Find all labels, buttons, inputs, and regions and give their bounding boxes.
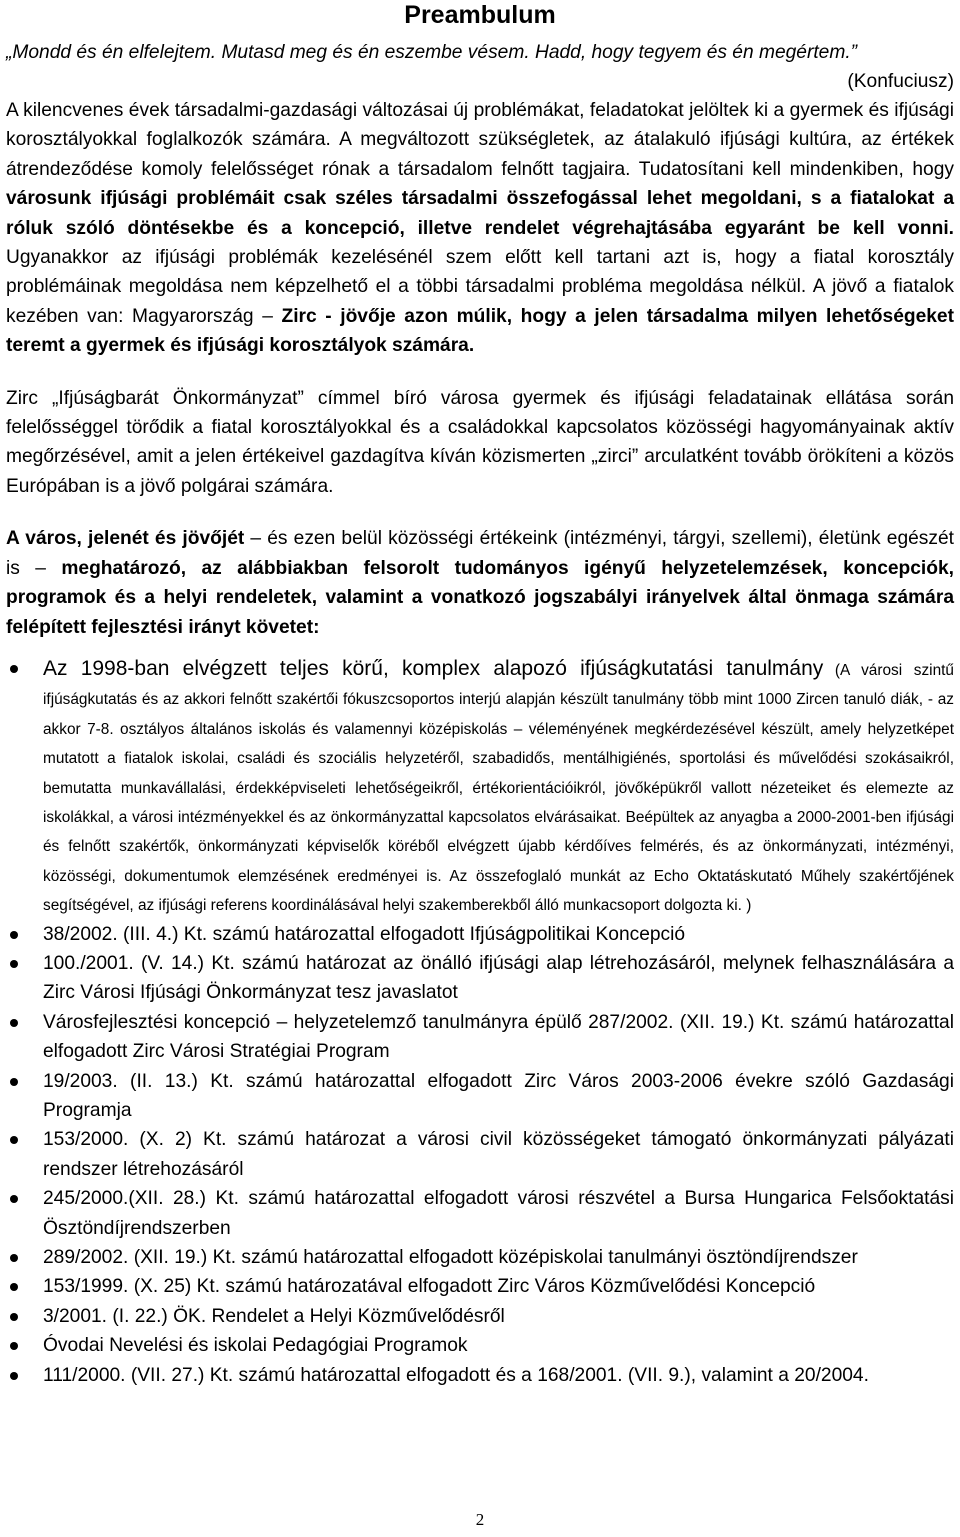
document-page xyxy=(6,0,954,1390)
bullet-icon xyxy=(10,960,18,968)
intro-bold-1: városunk ifjúsági problémáit csak széles társadalmi összefogással lehet megoldani, s a fiatalokat a róluk szóló döntésekbe és a koncepció, illetve rendelet végrehajtásába egyaránt be kell vonni. xyxy=(6,188,954,239)
bullet-icon xyxy=(10,931,18,939)
list-item-text: 289/2002. (XII. 19.) Kt. számú határozattal elfogadott középiskolai tanulmányi ösztöndíjrendszer xyxy=(43,1247,858,1269)
intro-text-2: Ugyanakkor az ifjúsági problémák kezelésénél szem előtt kell tartani azt is, hogy a fiatal korosztály problémáinak megoldása nem képzelhető el a többi társadalmi probléma megoldása nélkül. A jövő a fiatalok kezében van: Magyarország – xyxy=(6,247,954,327)
list-item xyxy=(6,1331,954,1360)
list-item-text: 100./2001. (V. 14.) Kt. számú határozat az önálló ifjúsági alap létrehozásáról, melynek felhasználására a Zirc Városi Ifjúsági Önkormányzat tesz javaslatot xyxy=(43,952,954,1004)
list-item xyxy=(6,1184,954,1243)
framework-text-1: – és ezen belül közösségi értékeink (intézményi, tárgyi, szellemi), életünk egészét is – xyxy=(6,528,954,579)
bullet-icon xyxy=(10,1372,18,1380)
list-item xyxy=(6,1302,954,1331)
list-item-note: (A városi szintű ifjúságkutatás és az akkori felnőtt szakértői fókuszcsoportos interjú alapján készült tanulmány több mint 1000 Zircen tanuló diák, - az akkor 7-8. osztályos általános iskolás és valamennyi középiskolás – véleményének megkérdezésével készült, amely helyzetképet mutatott a fiatalok iskolai, családi és szociális helyzetéről, szabadidős, mentálhigiénés, sportolási és művelődési szokásaikról, bemutatta munkavállalási, érdekképviseleti lehetőségeikről, értékorientációikról, jövőképükről vallott nézeteiket és elemezte az iskolákkal, a városi intézményekkel és az önkormányzattal kapcsolatos elvárásaikat. Beépültek az anyagba a 2000-2001-ben ifjúsági és felnőtt szakértők, önkormányzati képviselők köréből elvégzett újabb kérdőíves felmérés, és az önkormányzati, intézményi, közösségi, dokumentumok elemzésének eredményei is. Az összefoglaló munkát az Echo Oktatáskutató Műhely szakértőjének segítségével, az ifjúsági referens koordinálásával helyi szakemberekből álló munkacsoport dolgozta ki. ) xyxy=(43,661,954,915)
intro-text-1: A kilencvenes évek társadalmi-gazdasági változásai új problémákat, feladatokat jelöltek ki a gyermek és ifjúsági korosztályokkal foglalkozók számára. A megváltozott szükségletek, az átalakuló ifjúsági kultúra, az értékek átrendeződése komoly felelősséget rónak a társadalom felnőtt tagjaira. Tudatosítani kell mindenkiben, hogy xyxy=(6,100,954,180)
bullet-icon xyxy=(10,1254,18,1262)
framework-paragraph xyxy=(6,524,954,642)
list-item xyxy=(6,1243,954,1272)
bullet-icon xyxy=(10,1313,18,1321)
page-title: Preambulum xyxy=(404,1,556,29)
list-item xyxy=(6,920,954,949)
list-item xyxy=(6,654,954,920)
bullet-icon xyxy=(10,1195,18,1203)
list-item-text: 38/2002. (III. 4.) Kt. számú határozattal elfogadott Ifjúságpolitikai Koncepció xyxy=(43,923,686,945)
framework-bold-2: meghatározó, az alábbiakban felsorolt tudományos igényű helyzetelemzések, koncepciók, programok és a helyi rendeletek, valamint a vonatkozó jogszabályi irányelvek által önmaga számára felépített fejlesztési irányt követet: xyxy=(6,557,954,638)
page-number: 2 xyxy=(475,1510,485,1529)
motto-attribution: (Konfuciusz) xyxy=(847,71,954,92)
list-item-lead: Az 1998-ban elvégzett teljes körű, komplex alapozó ifjúságkutatási tanulmány xyxy=(43,656,824,680)
list-item-text: 111/2000. (VII. 27.) Kt. számú határozattal elfogadott és a 168/2001. (VII. 9.), valamint a 20/2004. xyxy=(43,1364,869,1386)
list-item-text: Városfejlesztési koncepció – helyzetelemző tanulmányra épülő 287/2002. (XII. 19.) Kt. számú határozattal elfogadott Zirc Városi Stratégiai Program xyxy=(43,1011,954,1063)
motto-quote: „Mondd és én elfelejtem. Mutasd meg és én eszembe vésem. Hadd, hogy tegyem és én megértem.” xyxy=(6,42,858,63)
list-item-text: 245/2000.(XII. 28.) Kt. számú határozattal elfogadott városi részvétel a Bursa Hungarica Felsőoktatási Ösztöndíjrendszerben xyxy=(43,1188,954,1239)
zirc-paragraph: Zirc „Ifjúságbarát Önkormányzat” címmel bíró városa gyermek és ifjúsági feladatainak ellátása során felelősséggel törődik a fiatal korosztályokkal és a családokkal kapcsolatos közösségi hagyományainak aktív megőrzésével, amit a jelen értékeivel gazdagítva kíván közismerten „zirci” arculatként tovább örökíteni a közös Európában is a jövő polgárai számára. xyxy=(6,387,954,497)
bullet-icon xyxy=(10,665,18,673)
document-list xyxy=(6,654,954,1390)
list-item-text: 153/1999. (X. 25) Kt. számú határozatával elfogadott Zirc Város Közművelődési Koncepció xyxy=(43,1276,816,1298)
bullet-icon xyxy=(10,1342,18,1350)
intro-paragraph xyxy=(6,96,954,361)
list-item-text: 3/2001. (I. 22.) ÖK. Rendelet a Helyi Közművelődésről xyxy=(43,1305,505,1327)
bullet-icon xyxy=(10,1078,18,1086)
list-item xyxy=(6,1008,954,1067)
list-item-text: 19/2003. (II. 13.) Kt. számú határozattal elfogadott Zirc Város 2003-2006 évekre szóló Gazdasági Programja xyxy=(43,1070,954,1121)
list-item xyxy=(6,1067,954,1126)
bullet-icon xyxy=(10,1019,18,1027)
list-item-text: Óvodai Nevelési és iskolai Pedagógiai Programok xyxy=(43,1335,468,1357)
list-item xyxy=(6,1361,954,1390)
framework-bold-1: A város, jelenét és jövőjét xyxy=(6,528,245,550)
list-item xyxy=(6,1125,954,1184)
list-item-text: 153/2000. (X. 2) Kt. számú határozat a városi civil közösségeket támogató önkormányzati pályázati rendszer létrehozásáról xyxy=(43,1129,954,1180)
list-item xyxy=(6,949,954,1008)
list-item xyxy=(6,1272,954,1301)
intro-bold-2: Zirc - jövője azon múlik, hogy a jelen társadalma milyen lehetőségeket teremt a gyermek és ifjúsági korosztályok számára. xyxy=(6,305,954,357)
bullet-icon xyxy=(10,1283,18,1291)
bullet-icon xyxy=(10,1136,18,1144)
